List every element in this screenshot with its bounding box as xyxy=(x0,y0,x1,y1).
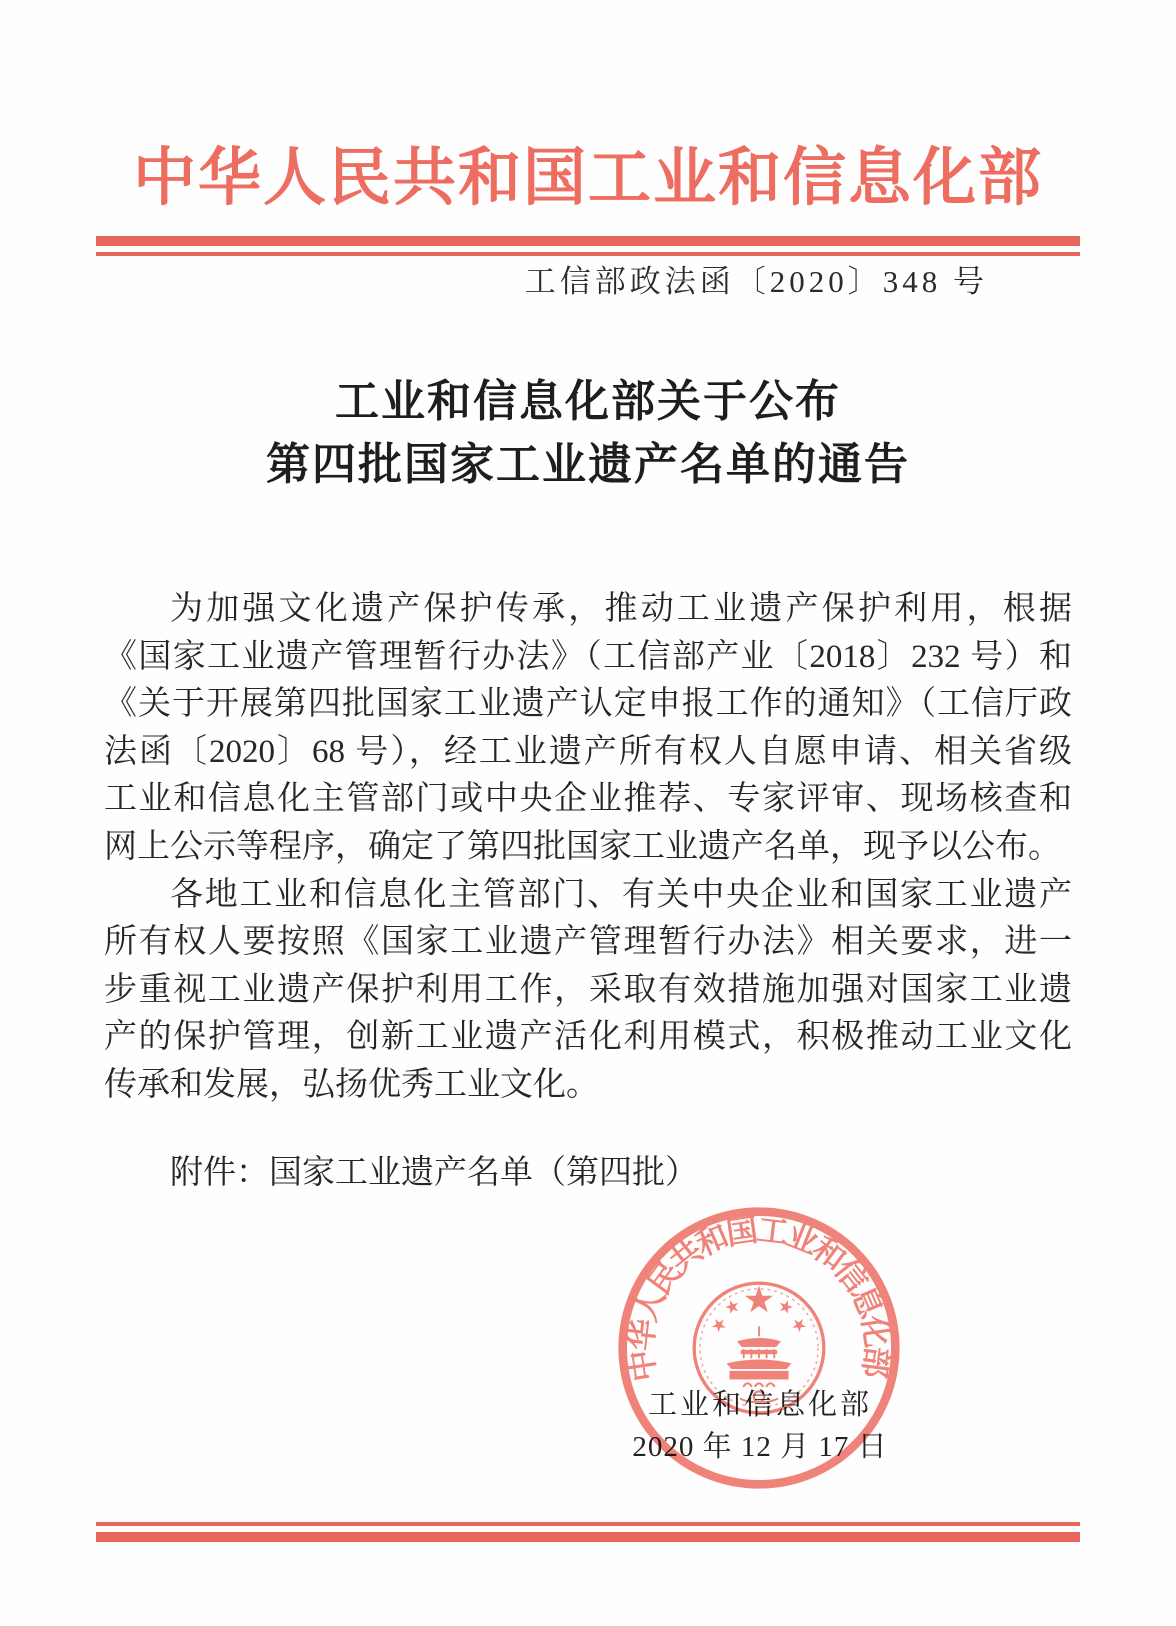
body-line: 《国家工业遗产管理暂行办法》（工信部产业〔2018〕232 号）和 xyxy=(104,638,1072,675)
footer-rule-thin xyxy=(96,1522,1080,1526)
body-line: 各地工业和信息化主管部门、有关中央企业和国家工业遗产 xyxy=(170,876,1072,913)
header-rule-thick xyxy=(96,236,1080,246)
attachment-line: 附件：国家工业遗产名单（第四批） xyxy=(170,1155,698,1191)
signature-date: 2020 年 12 月 17 日 xyxy=(632,1431,888,1463)
document-reference-number: 工信部政法函〔2020〕348 号 xyxy=(524,264,988,299)
body-line: 《关于开展第四批国家工业遗产认定申报工作的通知》（工信厅政 xyxy=(104,686,1072,723)
notice-title-line2: 第四批国家工业遗产名单的通告 xyxy=(266,440,910,489)
seal-ring-text: 中华人民共和国工业和信息化部 xyxy=(623,1212,895,1384)
issuing-agency-masthead: 中华人民共和国工业和信息化部 xyxy=(133,143,1043,213)
body-line: 法函〔2020〕68 号），经工业遗产所有权人自愿申请、相关省级 xyxy=(104,733,1072,770)
body-line: 所有权人要按照《国家工业遗产管理暂行办法》相关要求，进一 xyxy=(104,924,1072,961)
body-line: 产的保护管理，创新工业遗产活化利用模式，积极推动工业文化 xyxy=(104,1019,1072,1056)
body-line: 传承和发展，弘扬优秀工业文化。 xyxy=(104,1066,599,1103)
notice-title xyxy=(0,370,1176,496)
notice-body xyxy=(104,586,1072,1110)
body-line: 网上公示等程序，确定了第四批国家工业遗产名单，现予以公布。 xyxy=(104,828,1061,865)
body-line: 步重视工业遗产保护利用工作，采取有效措施加强对国家工业遗 xyxy=(104,971,1072,1008)
notice-title-line1: 工业和信息化部关于公布 xyxy=(335,377,841,426)
signature-agency: 工业和信息化部 xyxy=(647,1389,872,1421)
national-emblem-icon xyxy=(694,1283,824,1413)
body-line: 为加强文化遗产保护传承，推动工业遗产保护利用，根据 xyxy=(170,591,1072,627)
official-seal xyxy=(616,1204,902,1492)
body-line: 工业和信息化主管部门或中央企业推荐、专家评审、现场核查和 xyxy=(104,781,1072,818)
footer-rule-thick xyxy=(96,1532,1080,1542)
